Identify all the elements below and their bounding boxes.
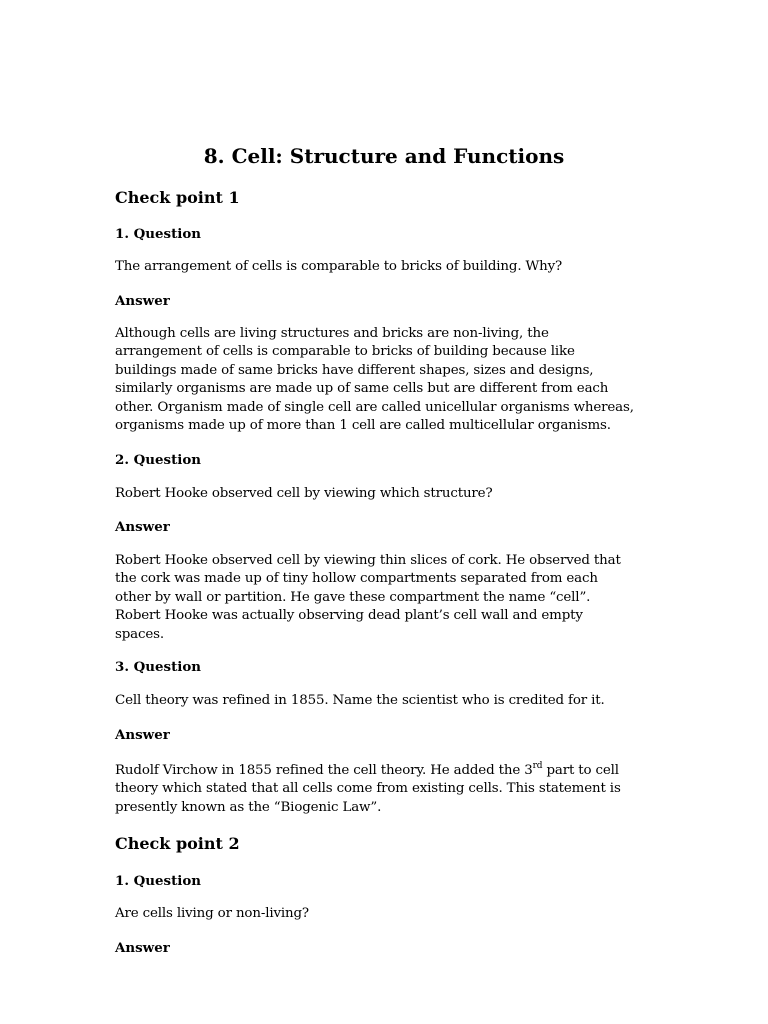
cp2-answer-1-label: Answer <box>115 940 170 956</box>
question-1-text: The arrangement of cells is comparable to bricks of building. Why? <box>115 259 563 274</box>
answer-3-line-post: part to cell <box>542 763 619 778</box>
answer-3-line <box>115 762 660 780</box>
answer-2-text <box>115 552 660 644</box>
answer-1-text <box>115 325 660 435</box>
answer-2-line: the cork was made up of tiny hollow compartments separated from each <box>115 571 598 587</box>
question-2-label: 2. Question <box>115 452 202 468</box>
ordinal-superscript: rd <box>532 761 543 771</box>
answer-1-line: Although cells are living structures and bricks are non-living, the <box>115 326 549 341</box>
answer-3-label: Answer <box>115 727 170 743</box>
checkpoint-1-heading: Check point 1 <box>115 188 240 207</box>
answer-2-line: other by wall or partition. He gave these compartment the name “cell”. <box>115 589 591 605</box>
question-1-label: 1. Question <box>115 226 202 242</box>
question-2-text: Robert Hooke observed cell by viewing which structure? <box>115 486 493 501</box>
answer-1-label: Answer <box>115 293 170 309</box>
answer-1-line: similarly organisms are made up of same cells but are different from each <box>115 381 609 397</box>
answer-1-line: buildings made of same bricks have different shapes, sizes and designs, <box>115 362 594 378</box>
answer-3-line-pre: Rudolf Virchow in 1855 refined the cell theory. He added the 3 <box>115 763 533 778</box>
answer-3-line: presently known as the “Biogenic Law”. <box>115 799 382 815</box>
checkpoint-2-heading: Check point 2 <box>115 834 240 853</box>
document-title: 8. Cell: Structure and Functions <box>203 144 565 168</box>
cp2-question-1-label: 1. Question <box>115 873 202 889</box>
answer-3-text <box>115 762 660 817</box>
answer-2-label: Answer <box>115 519 170 535</box>
answer-1-line: organisms made up of more than 1 cell are called multicellular organisms. <box>115 418 611 434</box>
answer-2-line: Robert Hooke observed cell by viewing thin slices of cork. He observed that <box>115 553 621 568</box>
answer-3-line: theory which stated that all cells come from existing cells. This statement is <box>115 781 621 797</box>
answer-2-line: spaces. <box>115 626 164 642</box>
question-3-text: Cell theory was refined in 1855. Name the scientist who is credited for it. <box>115 693 605 708</box>
cp2-question-1-text: Are cells living or non-living? <box>115 906 309 921</box>
answer-1-line: other. Organism made of single cell are called unicellular organisms whereas, <box>115 399 634 415</box>
answer-1-line: arrangement of cells is comparable to bricks of building because like <box>115 344 575 360</box>
answer-2-line: Robert Hooke was actually observing dead plant’s cell wall and empty <box>115 608 583 624</box>
question-3-label: 3. Question <box>115 659 202 675</box>
